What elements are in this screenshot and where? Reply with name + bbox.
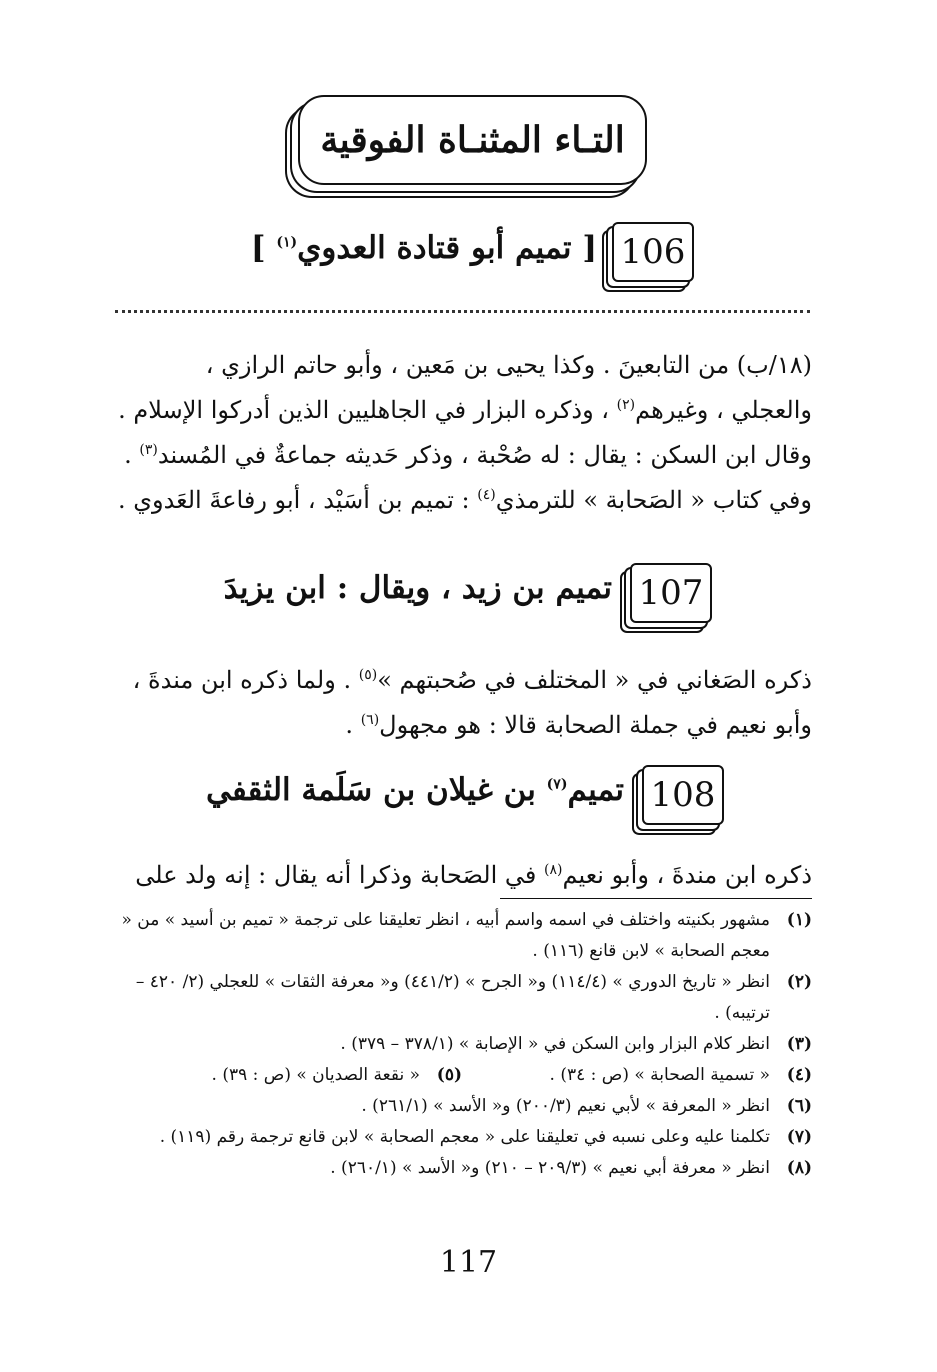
text-run: وقال ابن السكن : يقال : له صُحْبة ، وذكر حَديثه جماعةٌ في المُسند <box>157 441 812 469</box>
footnote-number: (٨) <box>786 1158 812 1178</box>
footnote-marker: (٧) <box>546 776 568 793</box>
text-run: ذكره الصَغاني في « المختلف في صُحبتهم » <box>377 666 812 694</box>
entry-number-box <box>612 222 694 282</box>
body-line <box>100 385 812 430</box>
text-run: وفي كتاب « الصَحابة » للترمذي <box>495 486 812 514</box>
footnote-number: (٦) <box>786 1096 812 1116</box>
dotted-separator <box>115 310 810 313</box>
body-line <box>100 475 812 520</box>
body-line <box>100 345 812 385</box>
footnote-text: انظر « معرفة أبي نعيم » (٢٠٩/٣ – ٢١٠) و« الأسد » (٢٦٠/١) . <box>330 1158 770 1178</box>
footnote-text: « تسمية الصحابة » (ص : ٣٤) . <box>549 1065 770 1085</box>
footnote-text: انظر كلام البزار وابن السكن في « الإصابة » (٣٧٨/١ – ٣٧٩) . <box>340 1034 770 1054</box>
section-title: التـاء المثنـاة الفوقية <box>320 119 625 161</box>
footnote-number: (٣) <box>786 1034 812 1054</box>
footnote-text: مشهور بكنيته واختلف في اسمه واسم أبيه ، انظر تعليقنا على ترجمة « تميم بن أسيد » من « معجم الصحابة » لابن قانع (١١٦) . <box>121 910 770 961</box>
footnote-marker: (٦) <box>360 712 380 728</box>
footnote-text: انظر « تاريخ الدوري » (١١٤/٤) و« الجرح » (٤٤١/٢) و« معرفة الثقات » للعجلي (٢/ ٤٢٠ – ترتيبه) . <box>135 972 770 1023</box>
body-line <box>100 655 812 700</box>
entry-title <box>224 570 612 606</box>
body-line <box>100 430 812 475</box>
footnote <box>100 1060 812 1091</box>
footnote-number: (٢) <box>786 972 812 992</box>
footnote-rule <box>500 898 812 899</box>
entry-number: 106 <box>620 232 686 272</box>
body-line <box>100 700 812 745</box>
entry-title <box>251 230 597 266</box>
entry-title-rest: بن غيلان بن سَلَمة الثقفي <box>206 772 536 808</box>
entry-title-text: تميم بن زيد ، ويقال : ابن يزيدَ <box>223 570 612 606</box>
entry-title <box>206 772 624 808</box>
footnote-number: (١) <box>786 910 812 930</box>
entry-body <box>100 345 812 520</box>
text-run: : تميم بن أسَيْد ، أبو رفاعةَ العَدوي . <box>117 486 470 514</box>
entry-number: 107 <box>638 573 704 613</box>
entry-number-box <box>630 563 712 623</box>
entry-title-text: تميم <box>567 772 624 808</box>
page-number: 117 <box>439 1245 498 1280</box>
text-run: (١٨/ب) من التابعينَ . وكذا يحيى بن مَعين ، وأبو حاتم الرازي ، <box>205 351 812 379</box>
footnote-marker: (١) <box>276 234 298 251</box>
footnote <box>100 967 812 1029</box>
footnote-number: (٤) <box>786 1065 812 1085</box>
footnote-text: « نقعة الصديان » (ص : ٣٩) . <box>211 1065 420 1085</box>
footnote-number: (٧) <box>786 1127 812 1147</box>
footnote <box>100 905 812 967</box>
footnote-marker: (٥) <box>358 667 378 683</box>
footnote-marker: (٤) <box>477 487 496 503</box>
footnotes <box>100 905 812 1184</box>
body-line <box>100 850 812 895</box>
section-banner <box>298 95 647 185</box>
entry-number-box <box>642 765 724 825</box>
footnote <box>100 1122 812 1153</box>
text-run: . ولما ذكره ابن مندةَ ، <box>132 666 352 694</box>
entry-title-text: [ تميم أبو قتادة العدوي <box>297 230 597 266</box>
entry-body <box>100 850 812 895</box>
text-run: ، وذكره البزار في الجاهليين الذين أدركوا الإسلام . <box>118 396 610 424</box>
text-run: وأبو نعيم في جملة الصحابة قالا : هو مجهول <box>379 711 812 739</box>
footnote <box>100 1153 812 1184</box>
text-run: في الصَحابة وذكرا أنه يقال : إنه ولد على <box>135 861 537 889</box>
text-run: . <box>345 711 354 739</box>
footnote-text: تكلمنا عليه وعلى نسبه في تعليقنا على « معجم الصحابة » لابن قانع ترجمة رقم (١١٩) . <box>159 1127 770 1147</box>
footnote <box>100 1091 812 1122</box>
footnote <box>100 1029 812 1060</box>
footnote-text: انظر « المعرفة » لأبي نعيم (٢٠٠/٣) و« الأسد » (٢٦١/١) . <box>361 1096 770 1116</box>
text-run: ذكره ابن مندةَ ، وأبو نعيم <box>562 861 812 889</box>
text-run: . <box>124 441 132 469</box>
footnote-marker: (٣) <box>139 442 158 458</box>
footnote-marker: (٨) <box>544 862 563 878</box>
text-run: والعجلي ، وغيرهم <box>635 396 812 424</box>
footnote-number: (٥) <box>436 1065 462 1085</box>
entry-number: 108 <box>650 775 716 815</box>
footnote-marker: (٢) <box>616 397 636 413</box>
bracket-close: ] <box>250 230 266 266</box>
entry-body <box>100 655 812 745</box>
